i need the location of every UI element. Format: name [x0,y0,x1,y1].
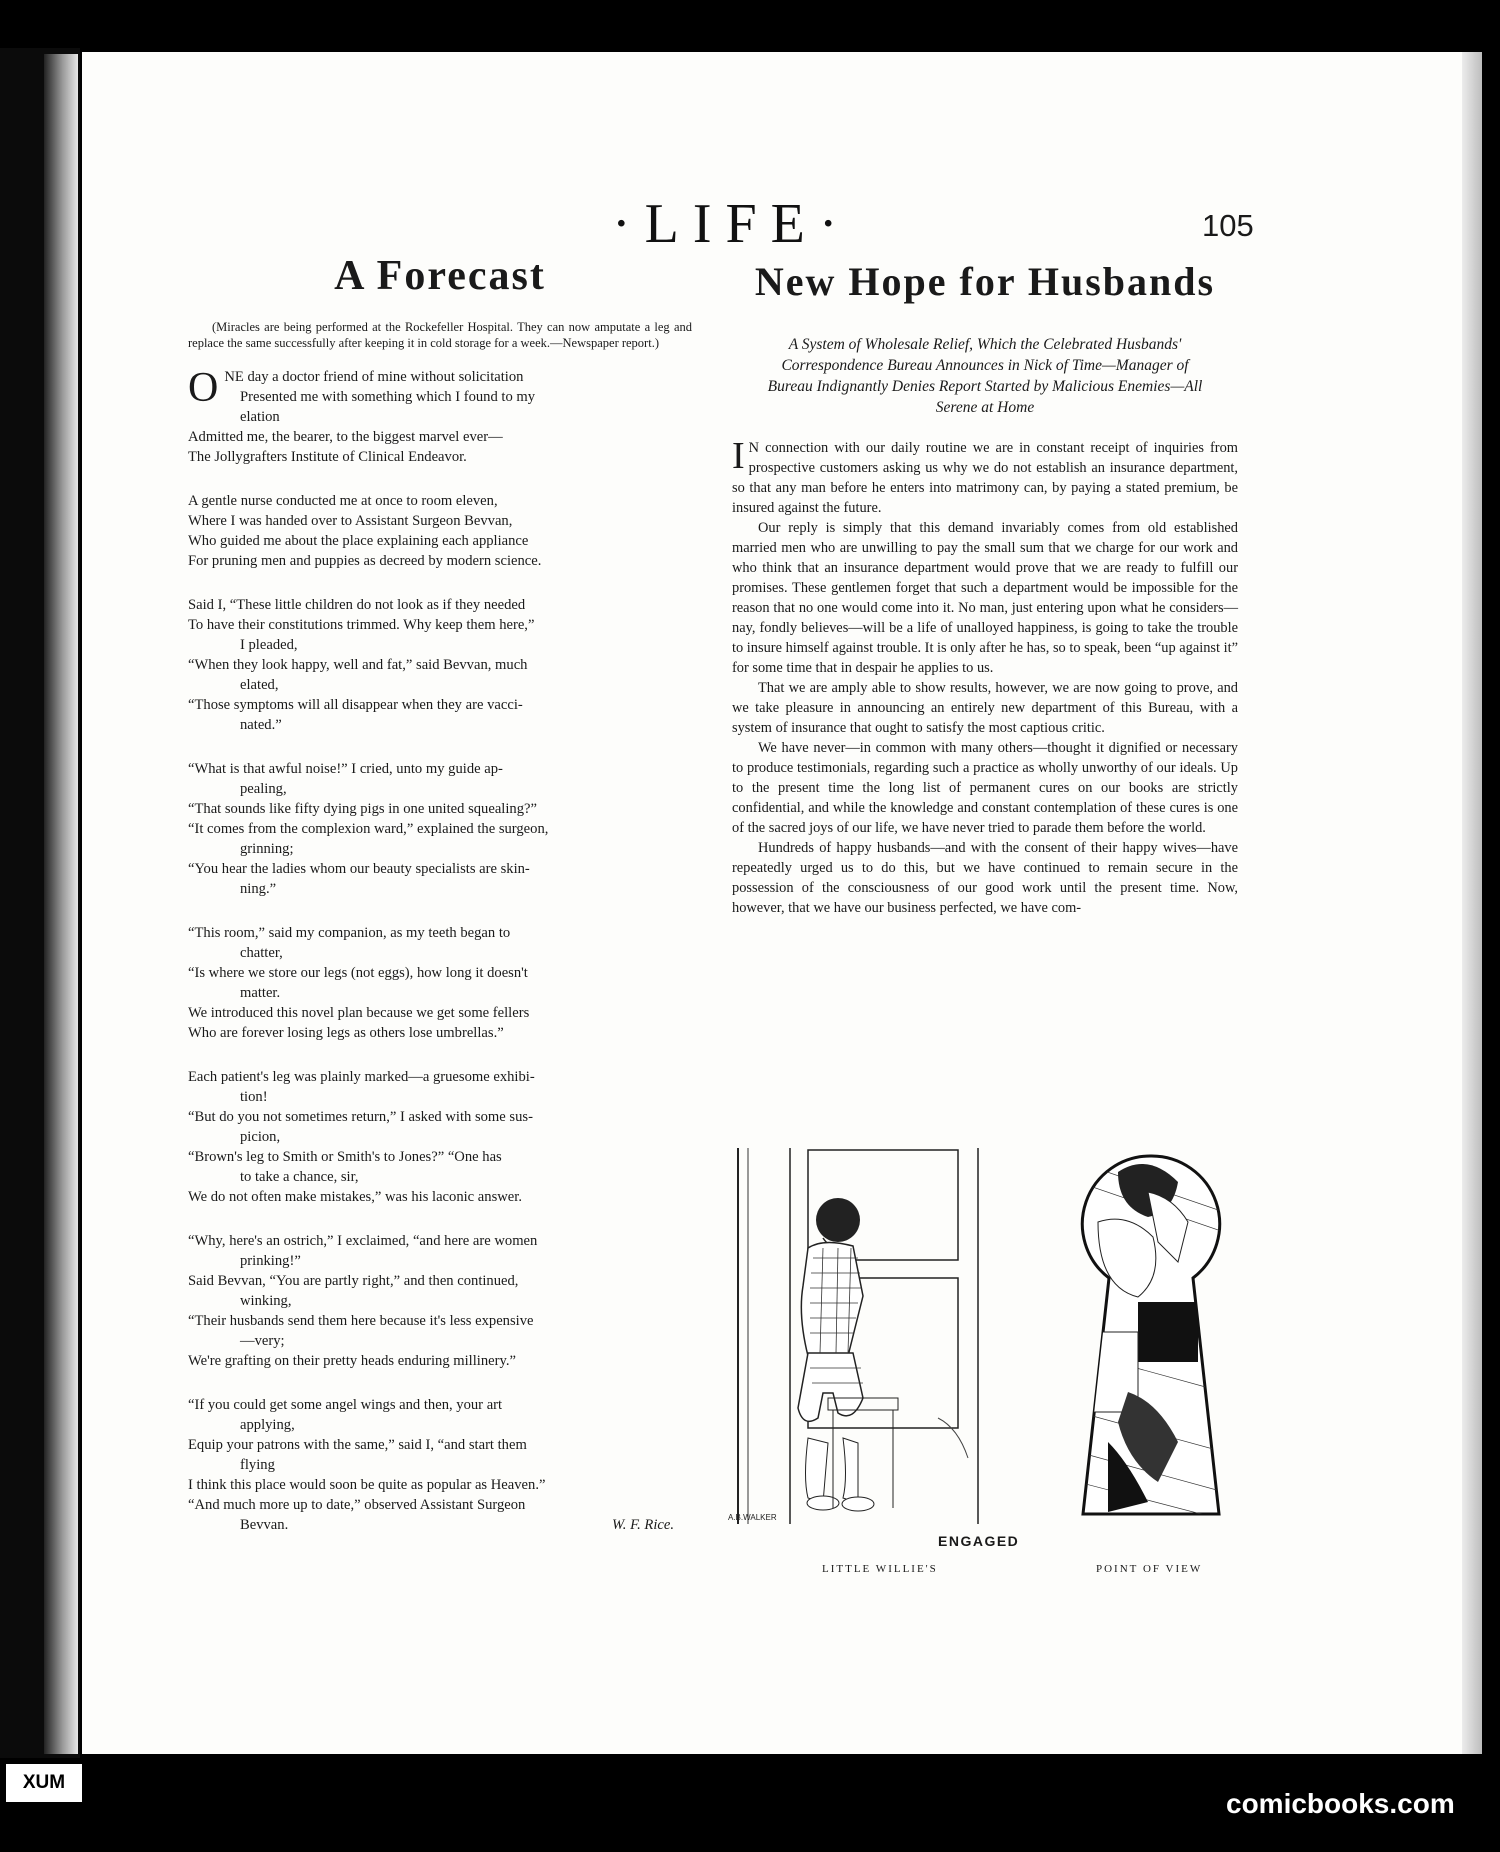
poem-line: A gentle nurse conducted me at once to room eleven, [188,493,498,509]
poem-line: We're grafting on their pretty heads enduring millinery.” [188,1353,516,1369]
poem-line: “This room,” said my companion, as my teeth began to [188,925,511,941]
poem-line: —very; [240,1333,285,1349]
poem-line: “When they look happy, well and fat,” said Bevvan, much [188,657,528,673]
poem-line: “You hear the ladies whom our beauty specialists are skin- [188,861,530,877]
poem-line: Said Bevvan, “You are partly right,” and then continued, [188,1273,519,1289]
poem-line: The Jollygrafters Institute of Clinical Endeavor. [188,449,467,465]
husbands-article [732,259,1238,918]
husbands-subtitle: A System of Wholesale Relief, Which the Celebrated Husbands' Correspondence Bureau Announces in Nick of Time—Manager of Bureau Indignantly Denies Report Started by Malicious Enemies—All Serene at Home [767,336,1203,416]
poem-line: prinking!” [240,1253,301,1269]
poem-stanza [188,595,692,735]
poem-line: “Why, here's an ostrich,” I exclaimed, “and here are women [188,1233,538,1249]
page-right-edge [1462,52,1482,1754]
forecast-poem [188,367,692,1535]
archive-stamp: XUM [4,1762,84,1804]
poem-line: applying, [240,1417,295,1433]
poem-drop-cap: O [188,365,219,411]
poem-line: elation [240,409,280,425]
poem-line: Equip your patrons with the same,” said I, “and start them [188,1437,527,1453]
poem-stanza [188,1395,692,1535]
poem-line: “Their husbands send them here because it's less expensive [188,1313,534,1329]
forecast-article [188,255,692,1559]
poem-line: “Is where we store our legs (not eggs), how long it doesn't [188,965,528,981]
poem-line: Presented me with something which I found to my [240,389,536,405]
poem-line: winking, [240,1293,292,1309]
poem-line: picion, [240,1129,281,1145]
keyhole-couple-illustration [1078,1152,1224,1520]
poem-line: I think this place would soon be quite as popular as Heaven.” [188,1477,546,1493]
poem-line: Who are forever losing legs as others lose umbrellas.” [188,1025,504,1041]
poem-line: ning.” [240,881,277,897]
article-paragraph: I N connection with our daily routine we are in constant receipt of inquiries from prospective customers asking us why we do not establish an insurance department, so that any man before he enters into matrimony can, by paying a stated premium, be insured against the future. [732,435,1238,516]
caption-left: LITTLE WILLIE'S [822,1563,938,1575]
article-paragraph: Our reply is simply that this demand invariably comes from old established married men who are unwilling to pay the small sum that we charge for our work and who think that an insurance department would prove that we are ready to fulfill our promises. These gentlemen forget that such a department would be impossible for the reason that no one would come into it. No man, just entering upon what he considers—nay, fondly believes—will be a life of unalloyed happiness, is going to take the trouble to insure himself against trouble. It is only after he has, so to speak, been “up against it” for some time that in despair he applies to us. [732,520,1238,676]
artist-signature: A.B.WALKER [728,1513,777,1522]
poem-line: pealing, [240,781,287,797]
poem-line: To have their constitutions trimmed. Why keep them here,” [188,617,535,633]
poem-stanza [188,1231,692,1371]
poem-stanza [188,1067,692,1207]
poem-line: Who guided me about the place explaining each appliance [188,533,529,549]
boy-at-door-illustration [728,1148,990,1524]
poem-stanza [188,759,692,899]
poem-line: grinning; [240,841,294,857]
article-paragraph: That we are amply able to show results, however, we are now going to prove, and we take pleasure in announcing an entirely new department of this Bureau, with a system of insurance that ought to satisfy the most captious critic. [732,680,1238,736]
poem-line: NE day a doctor friend of mine without solicitation [224,369,524,385]
masthead: ·LIFE· [612,193,852,255]
poem-line: Said I, “These little children do not look as if they needed [188,597,526,613]
page-number: 105 [1202,208,1254,243]
poem-stanza [188,923,692,1043]
poem-line: flying [240,1457,275,1473]
poem-line: matter. [240,985,281,1001]
poem-line: “If you could get some angel wings and then, your art [188,1397,503,1413]
illustration-caption: ENGAGED [938,1533,1020,1549]
poem-line: “Brown's leg to Smith or Smith's to Jones?” “One has [188,1149,502,1165]
poem-line: I pleaded, [240,637,298,653]
poem-line: to take a chance, sir, [240,1169,359,1185]
watermark: comicbooks.com [1226,1788,1455,1819]
poem-stanza [188,367,692,467]
poem-line: “But do you not sometimes return,” I asked with some sus- [188,1109,533,1125]
poem-line: “Those symptoms will all disappear when they are vacci- [188,697,523,713]
article-paragraph: Hundreds of happy husbands—and with the consent of their happy wives—have repeatedly urged us to do this, but we have continued to remain secure in the possession of the consciousness of our good work until the present time. Now, however, that we have our business perfected, we have com- [732,840,1238,916]
poem-line: tion! [240,1089,268,1105]
poem-signature: W. F. Rice. [611,1517,674,1533]
poem-line: “And much more up to date,” observed Assistant Surgeon [188,1497,526,1513]
poem-line: Bevvan. W. F. Rice. [240,1517,674,1533]
poem-line: “It comes from the complexion ward,” explained the surgeon, [188,821,549,837]
article-paragraph: We have never—in common with many others—thought it dignified or necessary to produce testimonials, regarding such a practice as wholly unworthy of our ideals. Up to the present time the long list of permanent cures on our books are strictly confidential, and while the knowledge and constant contemplation of these cures is one of the sacred joys of our life, we have never tried to parade them before the world. [732,740,1238,836]
page-gutter [44,54,78,1754]
poem-line: Where I was handed over to Assistant Surgeon Bevvan, [188,513,513,529]
poem-line: “What is that awful noise!” I cried, unto my guide ap- [188,761,503,777]
husbands-body [732,435,1238,918]
forecast-epigraph: (Miracles are being performed at the Rockefeller Hospital. They can now amputate a leg and replace the same successfully after keeping it in cold storage for a week.—Newspaper report.) [188,320,692,350]
poem-stanza [188,491,692,571]
husbands-title: New Hope for Husbands [754,259,1216,304]
poem-line: chatter, [240,945,283,961]
poem-line: nated.” [240,717,282,733]
poem-line: We do not often make mistakes,” was his laconic answer. [188,1189,522,1205]
poem-line: For pruning men and puppies as decreed by modern science. [188,553,542,569]
caption-right: POINT OF VIEW [1096,1563,1203,1575]
poem-line: “That sounds like fifty dying pigs in one united squealing?” [188,801,537,817]
poem-line: Each patient's leg was plainly marked—a gruesome exhibi- [188,1069,535,1085]
poem-line: Admitted me, the bearer, to the biggest marvel ever— [188,429,503,445]
article-drop-cap: I [732,435,745,477]
forecast-title: A Forecast [334,253,546,299]
poem-line: We introduced this novel plan because we get some fellers [188,1005,530,1021]
poem-line: elated, [240,677,279,693]
